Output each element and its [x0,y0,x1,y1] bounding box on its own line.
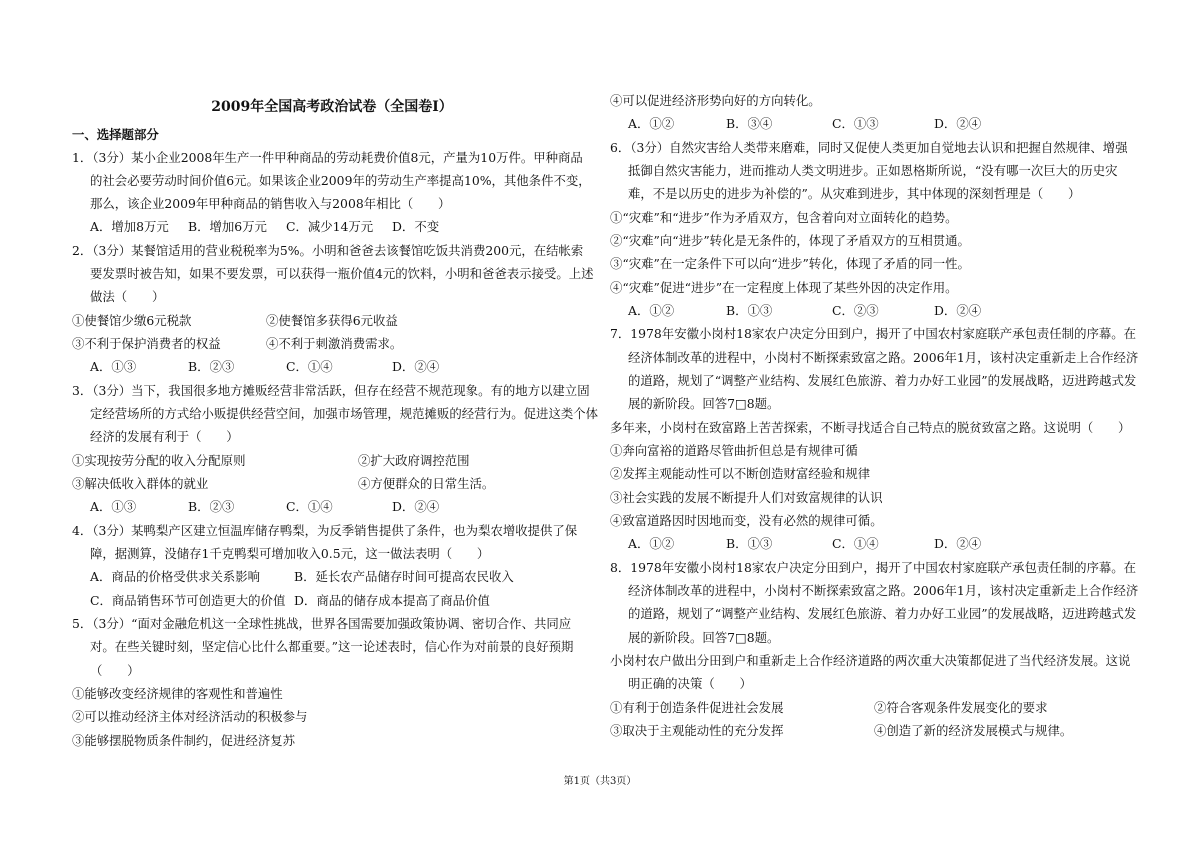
q4-line2: 障，据测算，没储存1千克鸭梨可增加收入0.5元，这一做法表明（ ） [90,546,490,561]
q3-line1: 3．（3分）当下，我国很多地方摊贩经营非常活跃，但存在经营不规范现象。有的地方以建立固 [72,383,590,398]
q6-option-b: B．①③ [726,303,773,318]
q5-item3: ③能够摆脱物质条件制约，促进经济复苏 [72,733,296,748]
q4-option-d: D．商品的储存成本提高了商品价值 [294,593,490,608]
q4-line1: 4．（3分）某鸭梨产区建立恒温库储存鸭梨，为反季销售提供了条件，也为梨农增收提供了保 [72,523,578,538]
q1-option-b: B．增加6万元 [188,219,267,234]
q8-line2: 经济体制改革的进程中，小岗村不断探索致富之路。2006年1月，该村决定重新走上合作经济 [628,583,1139,598]
q8-line3: 的道路，规划了“调整产业结构、发展红色旅游、着力办好工业园”的发展战略，迈进跨越式发 [628,606,1137,621]
q3-line3: 经济的发展有利于（ ） [90,429,239,444]
section-heading: 一、选择题部分 [72,127,159,142]
q8-item4: ④创造了新的经济发展模式与规律。 [874,723,1073,738]
q7-option-c: C．①④ [832,536,879,551]
q4-option-a: A．商品的价格受供求关系影响 [90,569,261,584]
q6-option-d: D．②④ [934,303,982,318]
q8-item2: ②符合客观条件发展变化的要求 [874,700,1048,715]
q8-item3: ③取决于主观能动性的充分发挥 [610,723,784,738]
q2-item1: ①使餐馆少缴6元税款 [72,313,192,328]
q3-item3: ③解决低收入群体的就业 [72,476,209,491]
q4-option-b: B．延长农产品储存时间可提高农民收入 [294,569,514,584]
q6-item1: ①“灾难”和“进步”作为矛盾双方，包含着向对立面转化的趋势。 [610,210,958,225]
q8-stem-line2: 明正确的决策（ ） [628,676,752,691]
q3-option-a: A．①③ [90,499,137,514]
q6-line2: 抵御自然灾害能力，进而推动人类文明进步。正如恩格斯所说，“没有哪一次巨大的历史灾 [628,163,1118,178]
q7-option-d: D．②④ [934,536,982,551]
q2-option-d: D．②④ [392,359,440,374]
q6-item2: ②“灾难”向“进步”转化是无条件的，体现了矛盾双方的互相贯通。 [610,233,970,248]
q6-option-c: C．②③ [832,303,879,318]
q2-item3: ③不利于保护消费者的权益 [72,336,221,351]
q1-option-c: C．减少14万元 [286,219,374,234]
q5-item2: ②可以推动经济主体对经济活动的积极参与 [72,709,308,724]
q5-line1: 5．（3分）“面对金融危机这一全球性挑战，世界各国需要加强政策协调、密切合作、共同应 [72,616,572,631]
q3-option-c: C．①④ [286,499,333,514]
q7-item2: ②发挥主观能动性可以不断创造财富经验和规律 [610,466,871,481]
q8-stem-line1: 小岗村农户做出分田到户和重新走上合作经济道路的两次重大决策都促进了当代经济发展。这说 [610,653,1131,668]
q5-line2: 对。在些关键时刻，坚定信心比什么都重要。”这一论述表时，信心作为对前景的良好预期 [90,639,574,654]
q7-item3: ③社会实践的发展不断提升人们对致富规律的认识 [610,490,883,505]
q6-line1: 6．（3分）自然灾害给人类带来磨难，同时又促使人类更加自觉地去认识和把握自然规律、增强 [610,140,1128,155]
q7-option-a: A．①② [628,536,675,551]
q8-line1: 8．1978年安徽小岗村18家农户决定分田到户，揭开了中国农村家庭联产承包责任制的序幕。在 [610,560,1137,575]
q4-option-c: C．商品销售环节可创造更大的价值 [90,593,286,608]
q7-item1: ①奔向富裕的道路尽管曲折但总是有规律可循 [610,443,858,458]
q2-option-a: A．①③ [90,359,137,374]
q6-item3: ③“灾难”在一定条件下可以向“进步”转化，体现了矛盾的同一性。 [610,256,970,271]
q7-option-b: B．①③ [726,536,773,551]
page-footer: 第1页（共3页） [563,776,637,787]
q7-line1: 7．1978年安徽小岗村18家农户决定分田到户，揭开了中国农村家庭联产承包责任制的序幕。在 [610,326,1137,341]
q3-option-d: D．②④ [392,499,440,514]
q7-line4: 展的新阶段。回答7□8题。 [628,396,780,411]
q5-option-b: B．③④ [726,116,773,131]
q6-line3: 难，不是以历史的进步为补偿的”。从灾难到进步，其中体现的深刻哲理是（ ） [628,186,1081,201]
q7-line3: 的道路，规划了“调整产业结构、发展红色旅游、着力办好工业园”的发展战略，迈进跨越式发 [628,373,1137,388]
q5-option-d: D．②④ [934,116,982,131]
q1-option-d: D．不变 [392,219,440,234]
q5-item1: ①能够改变经济规律的客观性和普遍性 [72,686,283,701]
q2-option-b: B．②③ [188,359,235,374]
page-title: 2009年全国高考政治试卷（全国卷Ⅰ） [211,99,453,115]
q2-line3: 做法（ ） [90,289,165,304]
q3-item1: ①实现按劳分配的收入分配原则 [72,453,246,468]
q5-line3: （ ） [90,663,140,678]
q3-item2: ②扩大政府调控范围 [358,453,470,468]
q1-line3: 那么，该企业2009年甲种商品的销售收入与2008年相比（ ） [90,196,451,211]
q2-item2: ②使餐馆多获得6元收益 [266,313,398,328]
q5-option-a: A．①② [628,116,675,131]
q1-line1: 1．（3分）某小企业2008年生产一件甲种商品的劳动耗费价值8元，产量为10万件。甲种商品 [72,150,583,165]
q6-item4: ④“灾难”促进“进步”在一定程度上体现了某些外因的决定作用。 [610,280,958,295]
q7-line2: 经济体制改革的进程中，小岗村不断探索致富之路。2006年1月，该村决定重新走上合作经济 [628,350,1139,365]
q5-option-c: C．①③ [832,116,879,131]
q8-line4: 展的新阶段。回答7□8题。 [628,630,780,645]
q3-line2: 定经营场所的方式给小贩提供经营空间，加强市场管理，规范摊贩的经营行为。促进这类个体 [90,406,599,421]
q7-item4: ④致富道路因时因地而变，没有必然的规律可循。 [610,513,883,528]
q1-option-a: A．增加8万元 [90,219,169,234]
q6-option-a: A．①② [628,303,675,318]
q2-line1: 2．（3分）某餐馆适用的营业税税率为5%。小明和爸爸去该餐馆吃饭共消费200元，在结帐索 [72,243,584,258]
q8-item1: ①有利于创造条件促进社会发展 [610,700,784,715]
q2-line2: 要发票时被告知，如果不要发票，可以获得一瓶价值4元的饮料，小明和爸爸表示接受。上述 [90,266,594,281]
q1-line2: 的社会必要劳动时间价值6元。如果该企业2009年的劳动生产率提高10%，其他条件不变， [90,173,591,188]
q5-item4: ④可以促进经济形势向好的方向转化。 [610,93,821,108]
q3-option-b: B．②③ [188,499,235,514]
q7-stem: 多年来，小岗村在致富路上苦苦探索，不断寻找适合自己特点的脱贫致富之路。这说明（ ） [610,420,1131,435]
q3-item4: ④方便群众的日常生活。 [358,476,495,491]
q2-item4: ④不利于刺激消费需求。 [266,336,403,351]
q2-option-c: C．①④ [286,359,333,374]
